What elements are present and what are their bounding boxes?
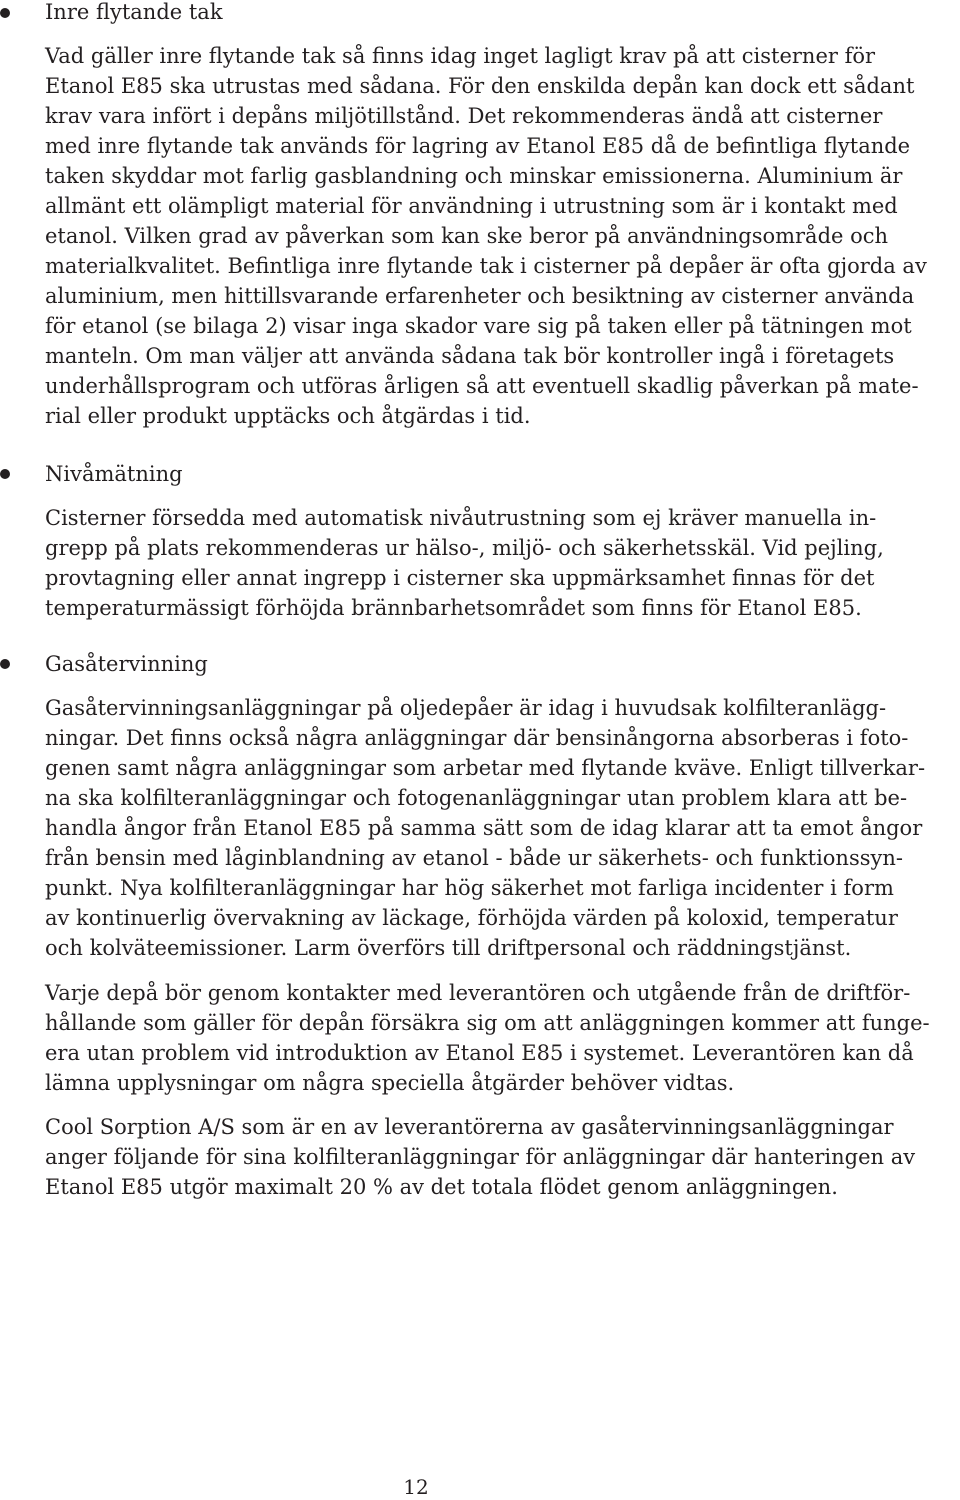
paragraph [45,1112,950,1202]
text-line: underhållsprogram och utföras årligen så att eventuell skadlig påverkan på mate- [45,374,919,398]
text-line: Cisterner försedda med automatisk nivåutrustning som ej kräver manuella in- [45,506,877,530]
section-heading: Nivåmätning [45,462,183,486]
text-line: materialkvalitet. Befintliga inre flytande tak i cisterner på depåer är ofta gjorda av [45,254,927,278]
text-line: rial eller produkt upptäcks och åtgärdas i tid. [45,404,531,428]
text-line: genen samt några anläggningar som arbetar med flytande kväve. Enligt tillverkar- [45,756,926,780]
text-line: ningar. Det finns också några anläggningar där bensinångorna absorberas i foto- [45,726,909,750]
paragraph [45,978,950,1098]
page-number: 12 [403,1475,429,1499]
text-line: aluminium, men hittillsvarande erfarenheter och besiktning av cisterner använda [45,284,915,308]
paragraph [45,41,950,431]
text-line: anger följande för sina kolfilteranläggningar för anläggningar där hanteringen av [45,1145,916,1169]
paragraph [45,503,950,623]
text-line: och kolväteemissioner. Larm överförs till driftpersonal och räddningstjänst. [45,936,852,960]
text-line: temperaturmässigt förhöjda brännbarhetsområdet som finns för Etanol E85. [45,596,862,620]
text-line: från bensin med låginblandning av etanol - både ur säkerhets- och funktionssyn- [45,846,903,870]
text-line: lämna upplysningar om några speciella åtgärder behöver vidtas. [45,1071,735,1095]
text-line: provtagning eller annat ingrepp i cisterner ska uppmärksamhet finnas för det [45,566,875,590]
text-line: Etanol E85 utgör maximalt 20 % av det totala flödet genom anläggningen. [45,1175,838,1199]
text-line: Varje depå bör genom kontakter med leverantören och utgående från de driftför- [45,981,911,1005]
text-line: grepp på plats rekommenderas ur hälso-, miljö- och säkerhetsskäl. Vid pejling, [45,536,884,560]
section-heading: Inre flytande tak [45,0,223,24]
text-line: punkt. Nya kolfilteranläggningar har hög säkerhet mot farliga incidenter i form [45,876,894,900]
text-line: av kontinuerlig övervakning av läckage, förhöjda värden på koloxid, temperatur [45,906,898,930]
text-line: Gasåtervinningsanläggningar på oljedepåer är idag i huvudsak kolfilteranlägg- [45,696,887,720]
text-line: era utan problem vid introduktion av Etanol E85 i systemet. Leverantören kan då [45,1041,914,1065]
paragraph [45,693,950,963]
text-line: Vad gäller inre flytande tak så finns idag inget lagligt krav på att cisterner för [45,44,876,68]
text-line: för etanol (se bilaga 2) visar inga skador vare sig på taken eller på tätningen mot [45,314,912,338]
bullet-icon [0,8,10,18]
text-line: manteln. Om man väljer att använda sådana tak bör kontroller ingå i företagets [45,344,895,368]
text-line: allmänt ett olämpligt material för användning i utrustning som är i kontakt med [45,194,898,218]
text-line: taken skyddar mot farlig gasblandning och minskar emissionerna. Aluminium är [45,164,903,188]
text-line: Etanol E85 ska utrustas med sådana. För den enskilda depån kan dock ett sådant [45,74,915,98]
section-heading: Gasåtervinning [45,652,208,676]
bullet-icon [0,469,10,479]
text-line: med inre flytande tak används för lagring av Etanol E85 då de befintliga flytande [45,134,911,158]
text-line: handla ångor från Etanol E85 på samma sätt som de idag klarar att ta emot ångor [45,816,923,840]
text-line: hållande som gäller för depån försäkra sig om att anläggningen kommer att funge- [45,1011,930,1035]
bullet-icon [0,659,10,669]
text-line: na ska kolfilteranläggningar och fotogenanläggningar utan problem klara att be- [45,786,908,810]
text-line: etanol. Vilken grad av påverkan som kan ske beror på användningsområde och [45,224,889,248]
text-line: Cool Sorption A/S som är en av leverantörerna av gasåtervinningsanläggningar [45,1115,894,1139]
text-line: krav vara infört i depåns miljötillstånd. Det rekommenderas ändå att cisterner [45,104,883,128]
